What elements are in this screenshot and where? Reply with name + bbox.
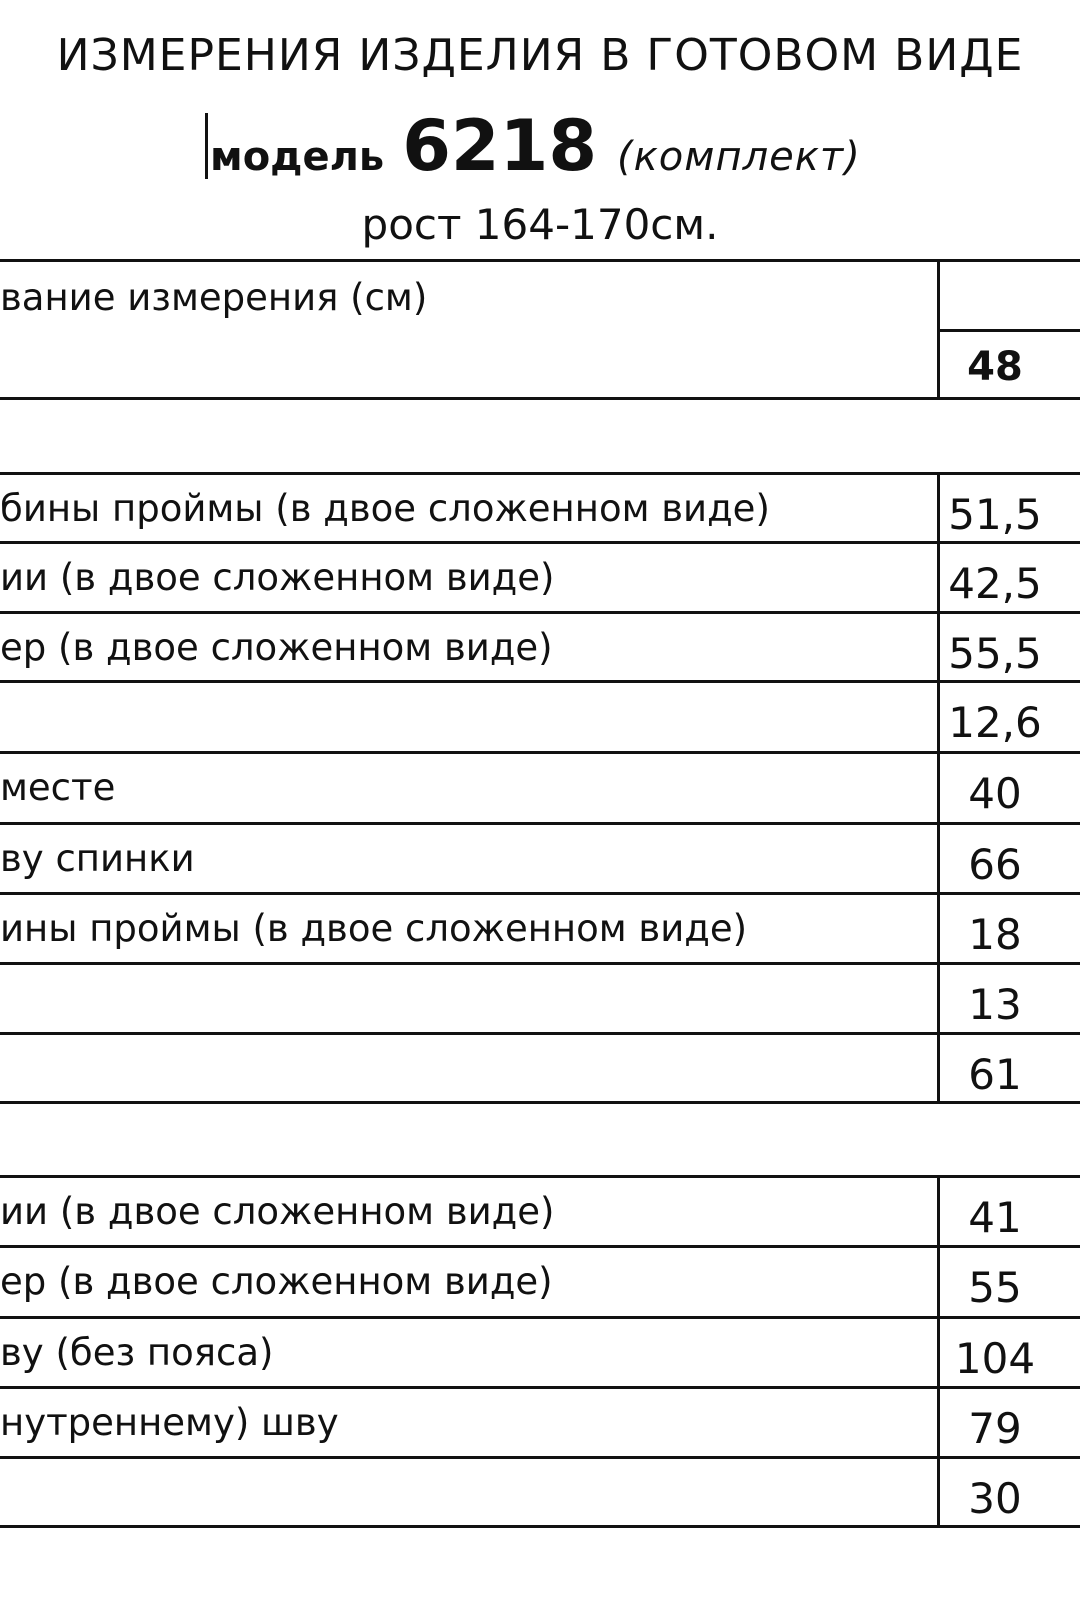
measurement-value: 13 [968, 980, 1022, 1029]
table-border [0, 1101, 1080, 1104]
measurement-value: 55,5 [948, 629, 1042, 678]
measurement-label: ер (в двое сложенном виде) [0, 1260, 553, 1303]
table-border [0, 680, 1080, 683]
height-note: рост 164-170см. [361, 200, 719, 249]
measurement-value: 55 [968, 1263, 1022, 1312]
table-border [0, 892, 1080, 895]
measurement-label: ву спинки [0, 837, 195, 880]
header-label: вание измерения (см) [0, 276, 428, 319]
measurement-label: ии (в двое сложенном виде) [0, 1190, 555, 1233]
table-border [0, 1245, 1080, 1248]
model-line [205, 105, 861, 187]
measurement-label: месте [0, 766, 116, 809]
measurement-value: 61 [968, 1050, 1022, 1099]
table-border [0, 1316, 1080, 1319]
measurement-value: 12,6 [948, 698, 1042, 747]
table-border [0, 259, 1080, 262]
model-type: (комплект) [617, 134, 861, 180]
table-border [0, 1175, 1080, 1178]
table-border [0, 397, 1080, 400]
measurement-label: ер (в двое сложенном виде) [0, 626, 553, 669]
model-number: 6218 [402, 105, 598, 187]
table-border [0, 1032, 1080, 1035]
measurement-label: ву (без пояса) [0, 1331, 274, 1374]
table-border [0, 541, 1080, 544]
table-border [0, 472, 1080, 475]
table-border [0, 1456, 1080, 1459]
measurement-value: 40 [968, 769, 1022, 818]
size-header: 48 [967, 344, 1023, 390]
table-border [0, 822, 1080, 825]
measurement-value: 51,5 [948, 490, 1042, 539]
measurement-label: бины проймы (в двое сложенном виде) [0, 487, 770, 530]
table-border [0, 751, 1080, 754]
measurement-value: 42,5 [948, 559, 1042, 608]
measurement-value: 30 [968, 1474, 1022, 1523]
measurement-value: 79 [968, 1404, 1022, 1453]
measurement-value: 41 [968, 1193, 1022, 1242]
measurement-label: ины проймы (в двое сложенном виде) [0, 907, 748, 950]
model-label: модель [210, 134, 385, 180]
table-border [0, 611, 1080, 614]
document-title: ИЗМЕРЕНИЯ ИЗДЕЛИЯ В ГОТОВОМ ВИДЕ [56, 30, 1024, 81]
measurement-value: 66 [968, 840, 1022, 889]
measurement-label: нутреннему) шву [0, 1401, 339, 1444]
measurement-value: 104 [954, 1334, 1036, 1383]
table-border [937, 329, 1080, 332]
text-cursor [205, 113, 208, 179]
measurement-label: ии (в двое сложенном виде) [0, 556, 555, 599]
table-border [0, 1386, 1080, 1389]
table-border [0, 1525, 1080, 1528]
measurement-value: 18 [968, 910, 1022, 959]
table-border [0, 962, 1080, 965]
